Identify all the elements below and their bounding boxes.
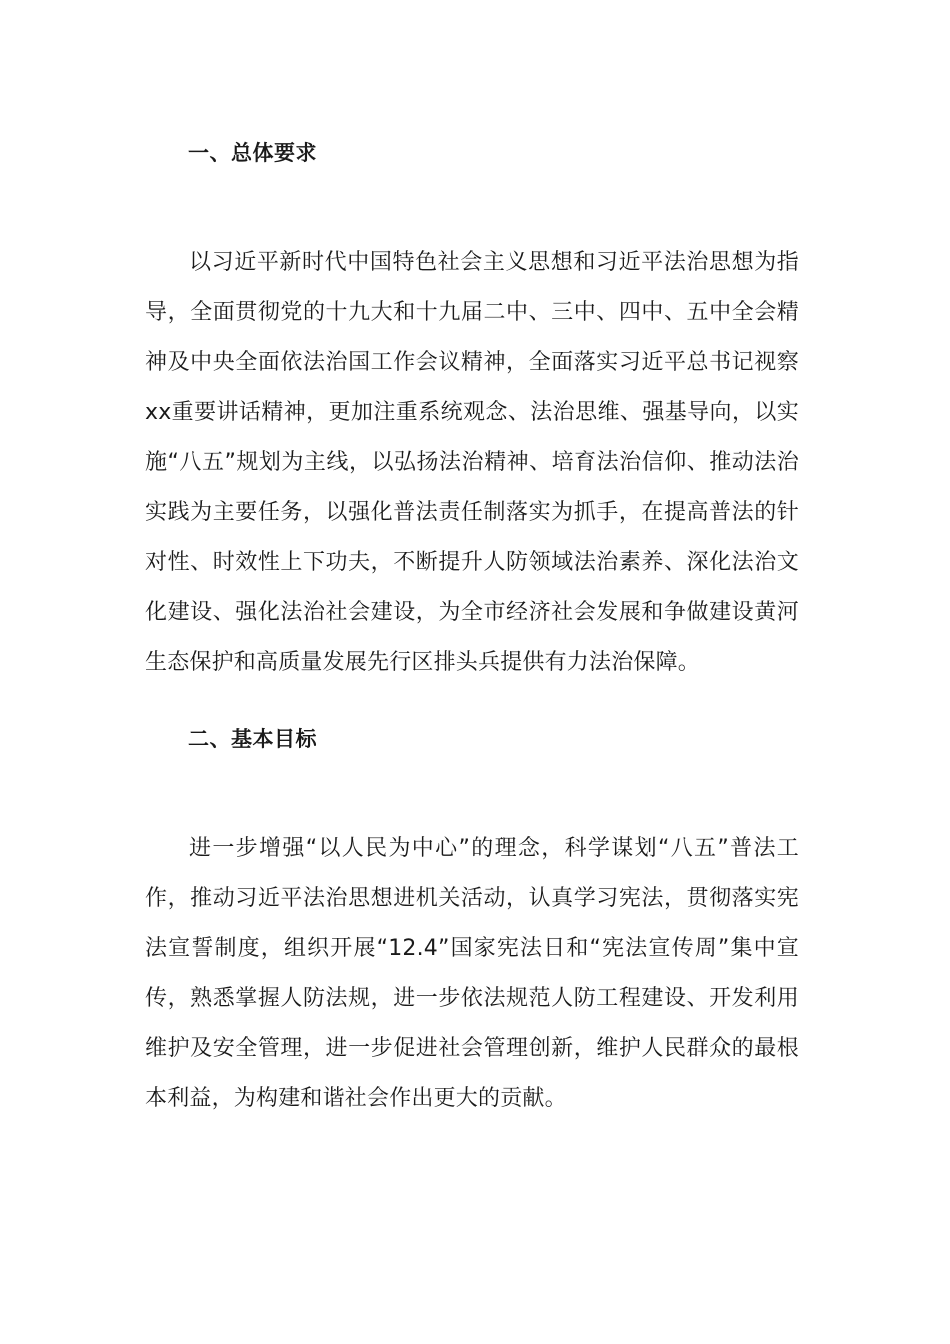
section-heading-overall-requirements: 一、总体要求 [188, 141, 317, 165]
section-paragraph-overall-requirements: 以习近平新时代中国特色社会主义思想和习近平法治思想为指导，全面贯彻党的十九大和十九届二中、三中、四中、五中全会精神及中央全面依法治国工作会议精神，全面落实习近平总书记视察xx重要讲话精神，更加注重系统观念、法治思维、强基导向，以实施“八五”规划为主线，以弘扬法治精神、培育法治信仰、推动法治实践为主要任务，以强化普法责任制落实为抓手，在提高普法的针对性、时效性上下功夫，不断提升人防领域法治素养、深化法治文化建设、强化法治社会建设，为全市经济社会发展和争做建设黄河生态保护和高质量发展先行区排头兵提供有力法治保障。 [145, 250, 799, 675]
section-paragraph-basic-goals: 进一步增强“以人民为中心”的理念，科学谋划“八五”普法工作，推动习近平法治思想进机关活动，认真学习宪法，贯彻落实宪法宣誓制度，组织开展“12.4”国家宪法日和“宪法宣传周”集中宣传，熟悉掌握人防法规，进一步依法规范人防工程建设、开发利用维护及安全管理，进一步促进社会管理创新，维护人民群众的最根本利益，为构建和谐社会作出更大的贡献。 [145, 836, 799, 1111]
section-heading-basic-goals: 二、基本目标 [188, 727, 317, 751]
